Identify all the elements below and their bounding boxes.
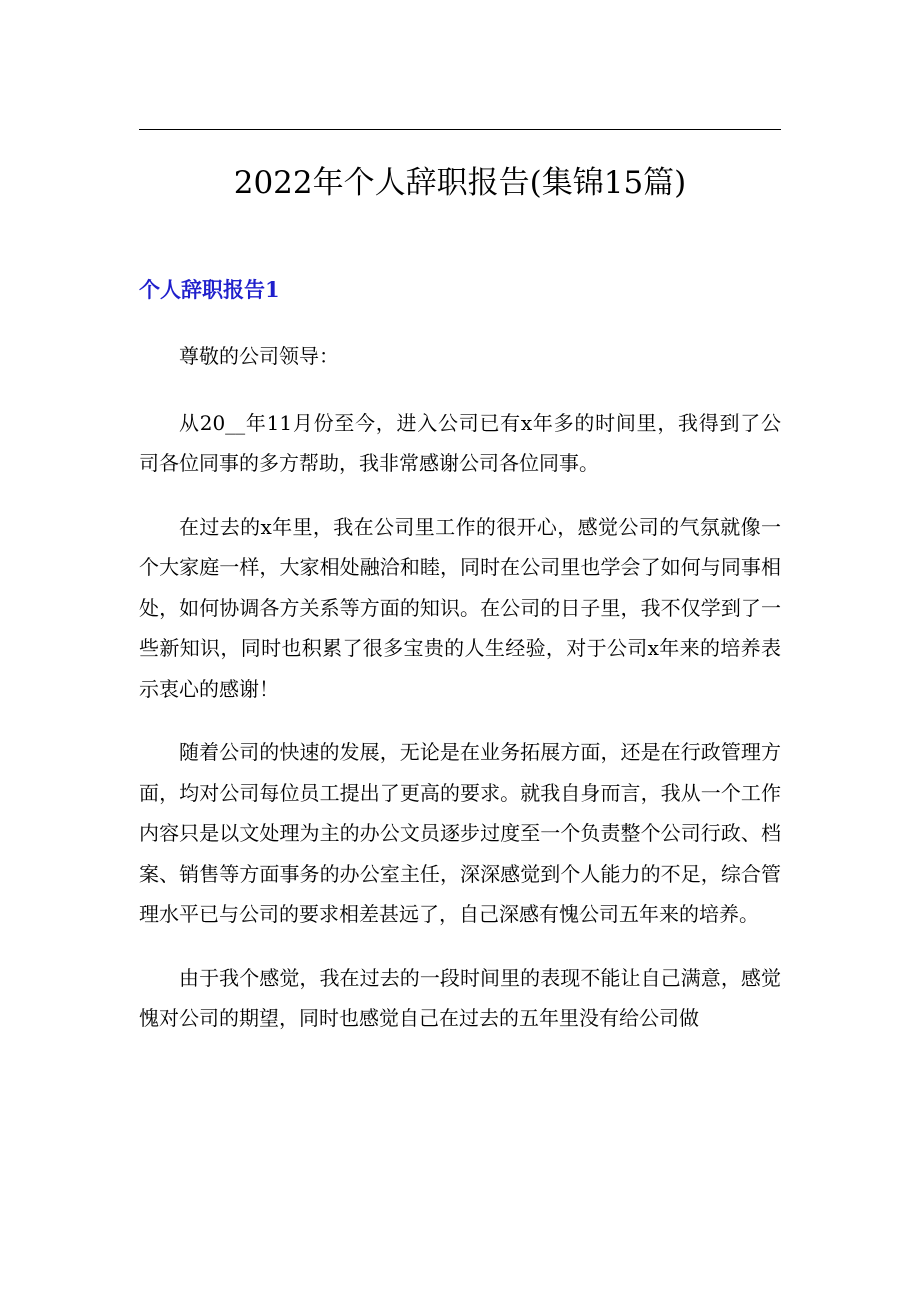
salutation-paragraph: 尊敬的公司领导： (179, 344, 339, 368)
document-body (139, 336, 781, 1062)
body-paragraph: 在过去的x年里，我在公司里工作的很开心，感觉公司的气氛就像一个大家庭一样，大家相处融洽和睦，同时在公司里也学会了如何与同事相处，如何协调各方关系等方面的知识。在公司的日子里，我不仅学到了一些新知识，同时也积累了很多宝贵的人生经验，对于公司x年来的培养表示衷心的感谢！ (139, 514, 781, 701)
body-paragraph: 从20__年11月份至今，进入公司已有x年多的时间里，我得到了公司各位同事的多方帮助，我非常感谢公司各位同事。 (139, 410, 781, 475)
body-paragraph: 由于我个感觉，我在过去的一段时间里的表现不能让自己满意，感觉愧对公司的期望，同时也感觉自己在过去的五年里没有给公司做 (139, 965, 781, 1030)
header-divider (139, 129, 781, 130)
body-paragraph: 随着公司的快速的发展，无论是在业务拓展方面，还是在行政管理方面，均对公司每位员工提出了更高的要求。就我自身而言，我从一个工作内容只是以文处理为主的办公文员逐步过度至一个负责整个公司行政、档案、销售等方面事务的办公室主任，深深感觉到个人能力的不足，综合管理水平已与公司的要求相差甚远了，自己深感有愧公司五年来的培养。 (139, 740, 781, 926)
section-heading: 个人辞职报告1 (139, 277, 280, 302)
document-title: 2022年个人辞职报告(集锦15篇) (233, 165, 687, 201)
